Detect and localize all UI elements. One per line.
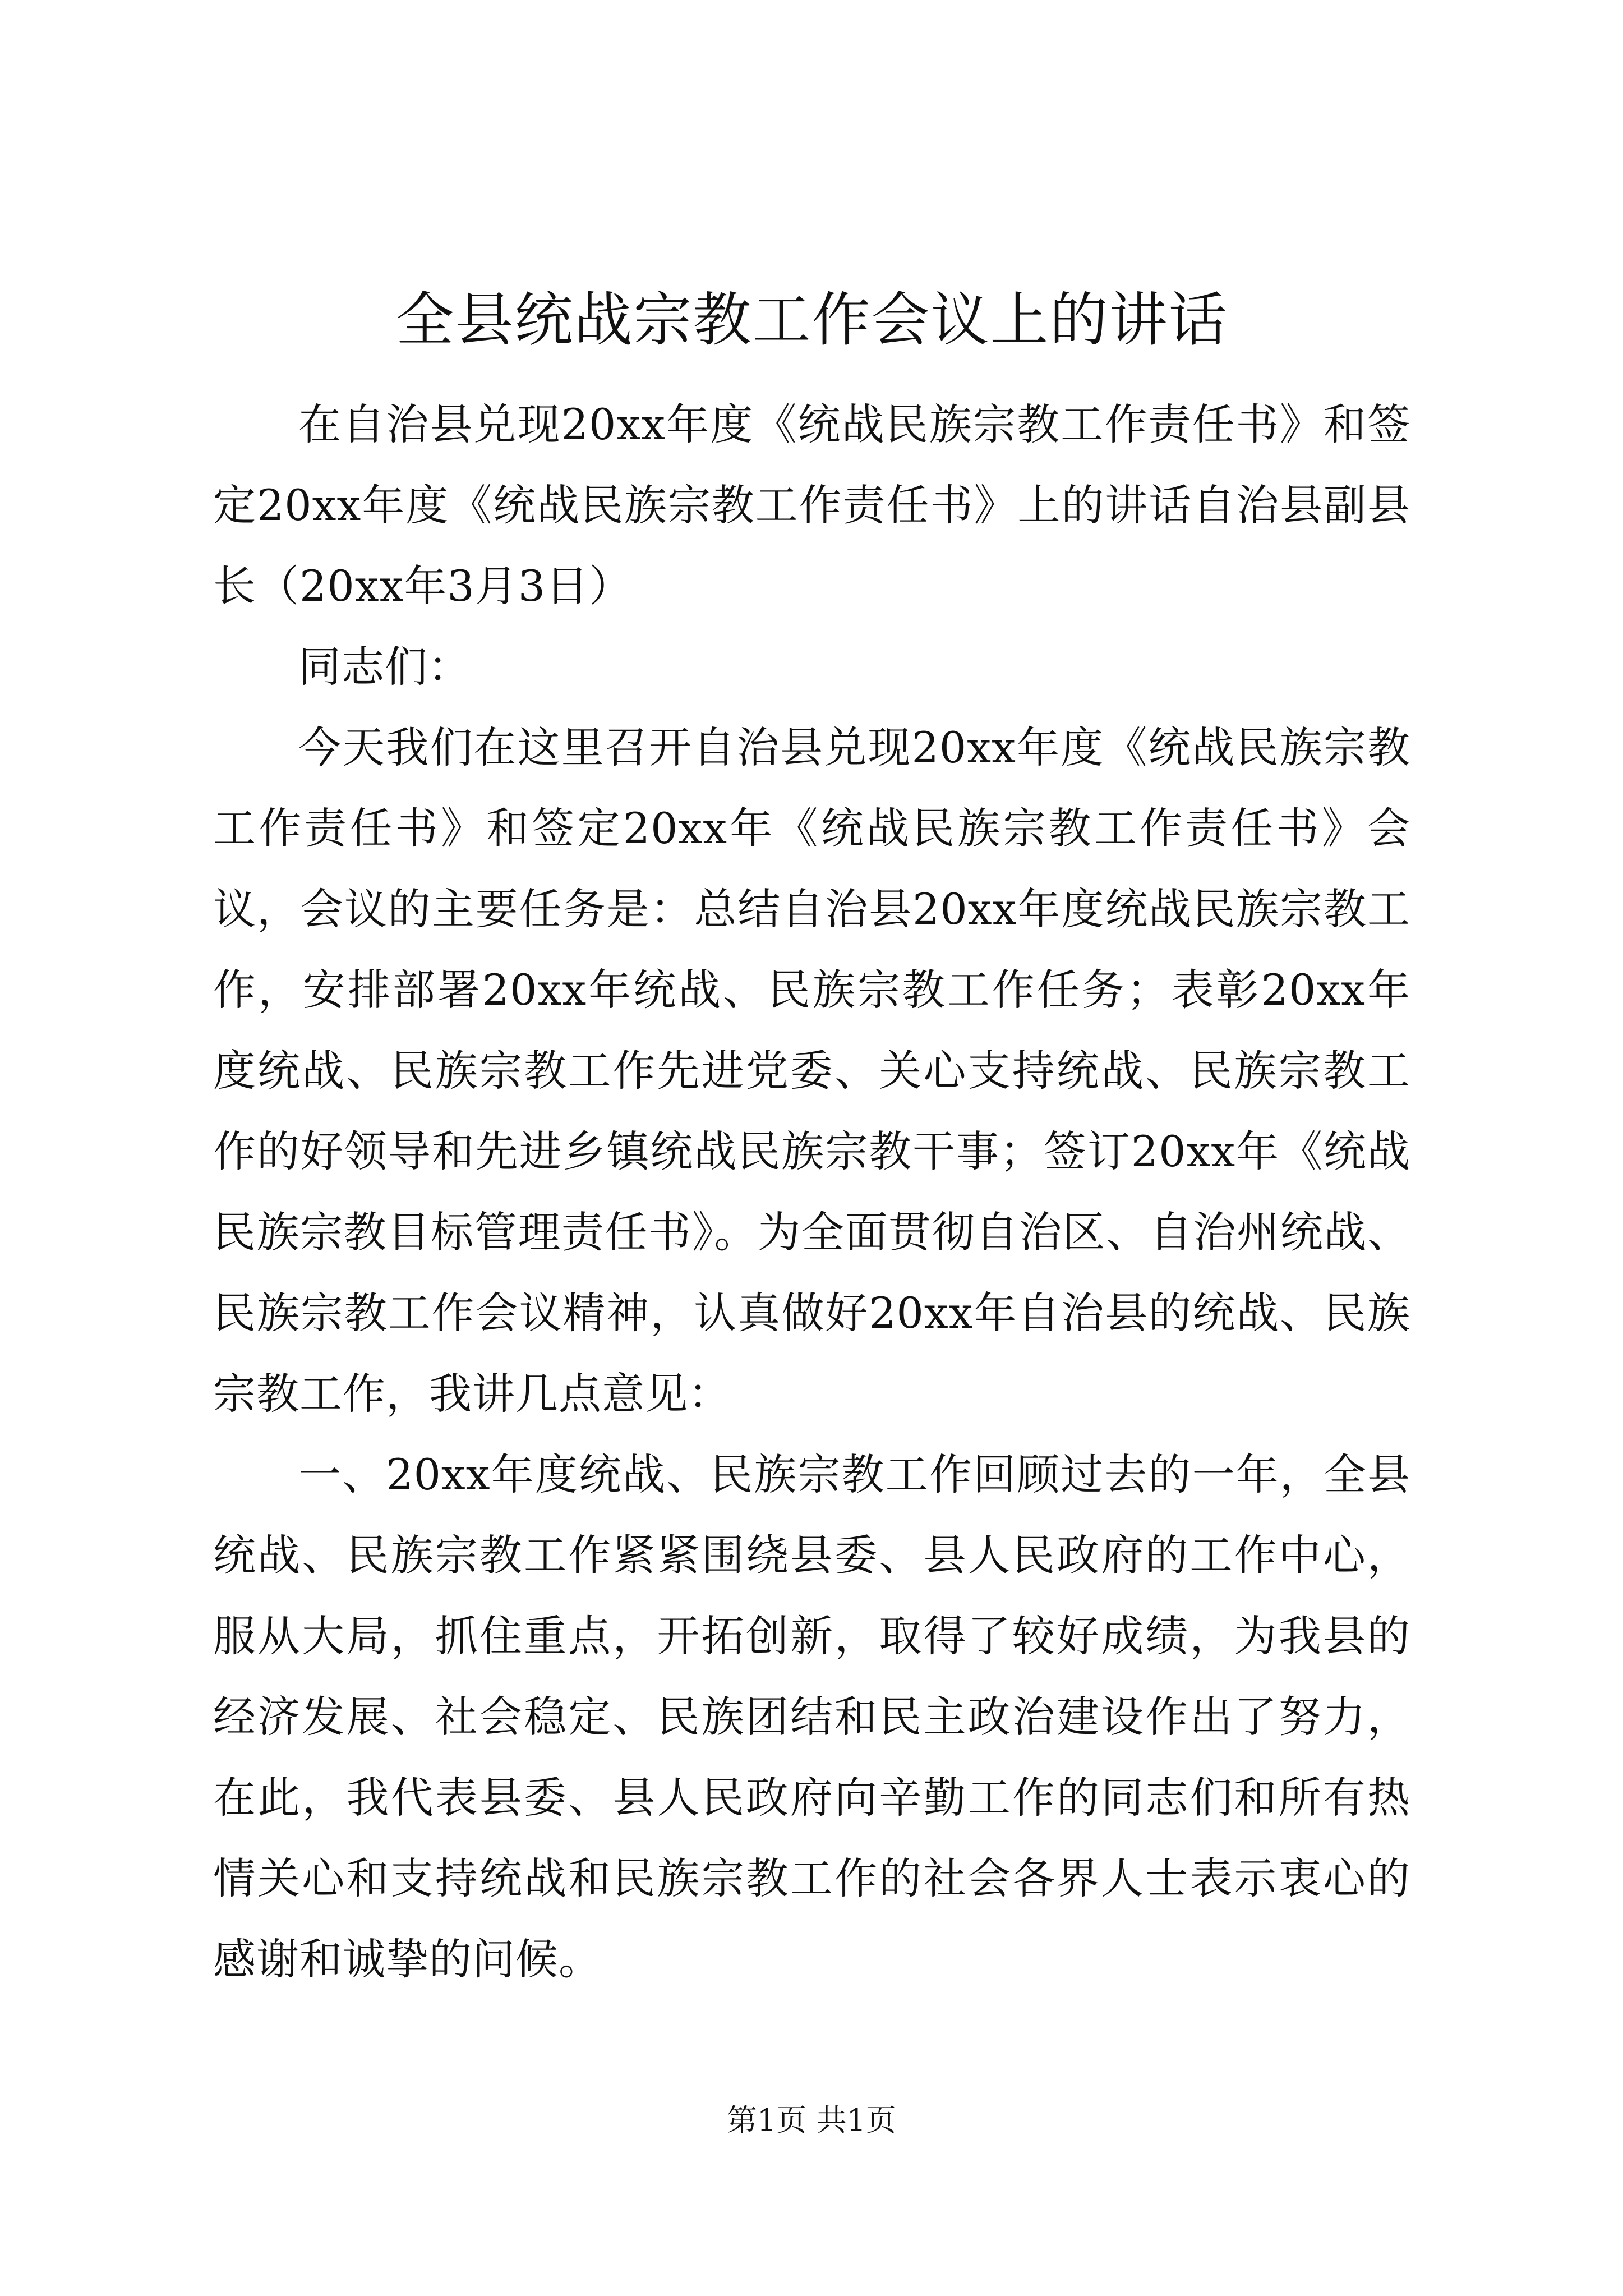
paragraph-review: 一、20xx年度统战、民族宗教工作回顾过去的一年，全县统战、民族宗教工作紧紧围绕县委、县人民政府的工作中心，服从大局，抓住重点，开拓创新，取得了较好成绩，为我县的经济发展、社会稳定、民族团结和民主政治建设作出了努力，在此，我代表县委、县人民政府向辛勤工作的同志们和所有热情关心和支持统战和民族宗教工作的社会各界人士表示衷心的感谢和诚挚的问候。 [213,1450,1410,1984]
document-title: 全县统战宗教工作会议上的讲话 [395,286,1228,354]
document-body [213,384,1410,2000]
paragraph-meeting-purpose: 今天我们在这里召开自治县兑现20xx年度《统战民族宗教工作责任书》和签定20xx年《统战民族宗教工作责任书》会议，会议的主要任务是：总结自治县20xx年度统战民族宗教工作，安排部署20xx年统战、民族宗教工作任务；表彰20xx年度统战、民族宗教工作先进党委、关心支持统战、民族宗教工作的好领导和先进乡镇统战民族宗教干事；签订20xx年《统战民族宗教目标管理责任书》。为全面贯彻自治区、自治州统战、民族宗教工作会议精神，认真做好20xx年自治县的统战、民族宗教工作，我讲几点意见： [213,723,1410,1419]
paragraph-salutation: 同志们： [298,642,471,692]
page-footer: 第1页 共1页 [727,2102,896,2138]
paragraph-intro: 在自治县兑现20xx年度《统战民族宗教工作责任书》和签定20xx年度《统战民族宗教工作责任书》上的讲话自治县副县长（20xx年3月3日） [213,399,1410,611]
